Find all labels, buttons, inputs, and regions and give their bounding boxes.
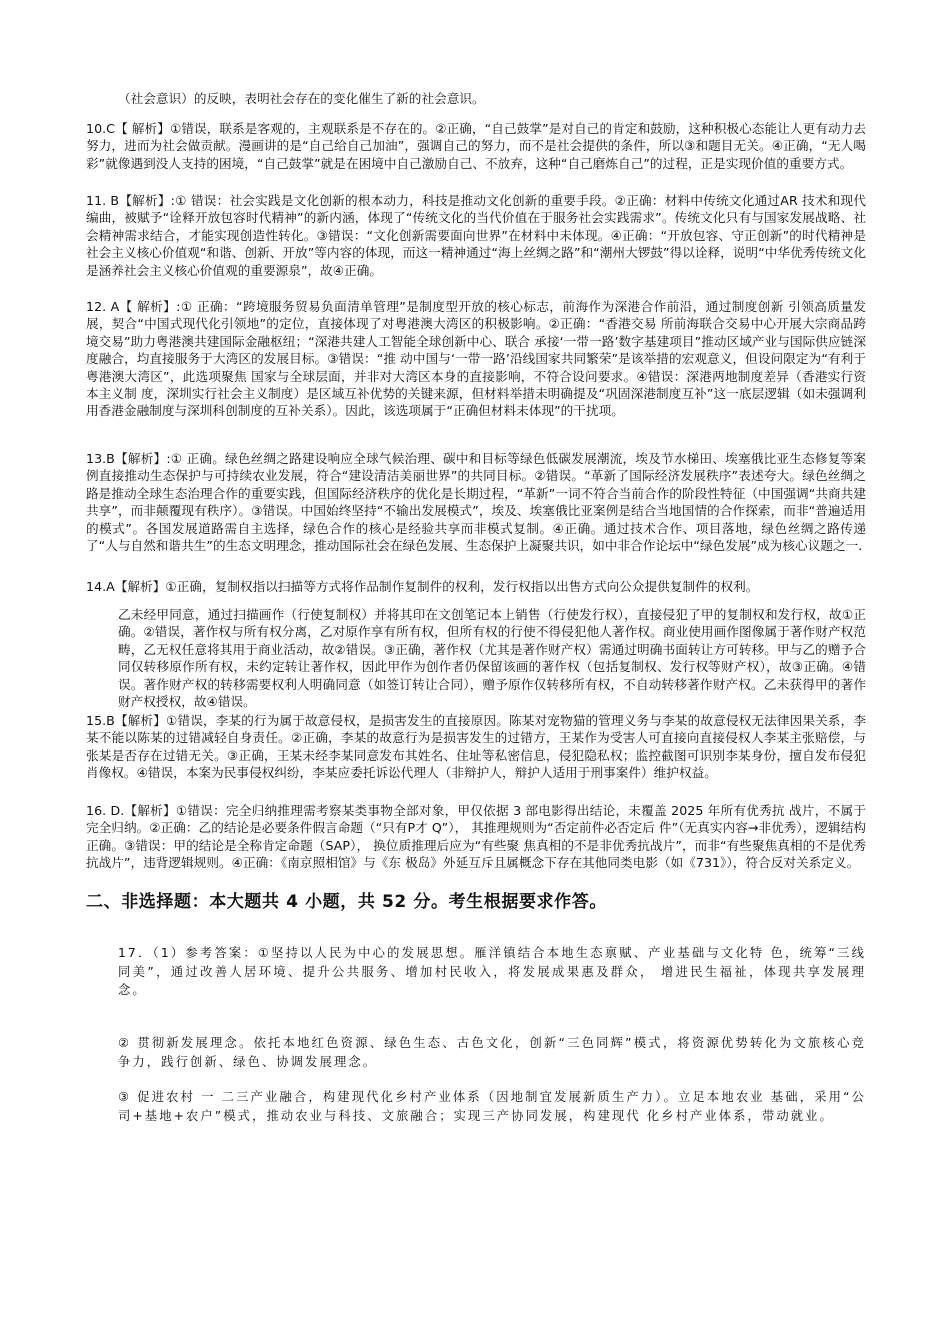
answer-item-10: 10.C【 解析】①错误，联系是客观的，主观联系是不存在的。②正确，“自己鼓掌”是对自己的肯定和鼓励，这种积极心态能让人更有动力去努力，进而为社会做贡献。漫画讲的是“自己给自己加油”，强调自己的努力，而不是社会提供的条件，所以③和题目无关。④正确，“无人喝彩”就像遇到没人支持的困境，“自己鼓掌”就是在困境中自己激励自己、不放弃，这种“自己磨炼自己”的过程，正是实现价值的重要方式。 xyxy=(86,121,866,171)
answer-item-11: 11. B【解析】:① 错误：社会实践是文化创新的根本动力，科技是推动文化创新的重要手段。②正确：材料中传统文化通过AR 技术和现代编曲，被赋予“诠释开放包容时代精神”的新内涵，体现了“传统文化的当代价值在于服务社会实践需求”。传统文化只有与国家发展战略、社会精神需求结合，才能实现创造性转化。③错误：“文化创新需要面向世界”在材料中未体现。④正确：“开放包容、守正创新”的时代精神是社会主义核心价值观“和谐、创新、开放”等内容的体现，而这一精神通过“海上丝绸之路”和“潮州大锣鼓”得以诠释，说明“中华优秀传统文化是涵养社会主义核心价值观的重要源泉”，故④正确。 xyxy=(86,193,866,278)
section-heading: 二、非选择题：本大题共 4 小题，共 52 分。考生根据要求作答。 xyxy=(86,892,607,912)
answer-item-14-body: 乙未经甲同意，通过扫描画作（行使复制权）并将其印在文创笔记本上销售（行使发行权），直接侵犯了甲的复制权和发行权，故①正确。②错误，著作权与所有权分离，乙对原作享有所有权，但所有权的行使不得侵犯他人著作权。商业使用画作图像属于著作财产权范畴，乙无权任意将其用于商业活动，故②错误。③正确，著作权（尤其是著作财产权）需通过明确书面转让方可转移。甲与乙的赠予合同仅转移原作所有权，未约定转让著作权，因此甲作为创作者仍保留该画的著作权（包括复制权、发行权等财产权），故③正确。④错误。著作财产权的转移需要权利人明确同意（如签订转让合同），赠予原作仅转移所有权，不自动转移著作财产权。乙未获得甲的著作财产权授权，故④错误。 xyxy=(118,607,866,710)
q17-point-1: 17．（1）参考答案：①坚持以人民为中心的发展思想。雁洋镇结合本地生态禀赋、产业基础与文化特 色，统筹“三线同美”，通过改善人居环境、提升公共服务、增加村民收入，将发展成果惠及群众， 增进民生福祉，体现共享发展理念。 xyxy=(118,946,866,998)
answer-item-16: 16. D.【解析】①错误：完全归纳推理需考察某类事物全部对象，甲仅依据 3 部电影得出结论，未覆盖 2025 年所有优秀抗 战片，不属于完全归纳。②正确：乙的结论是必要条件假言命题（“只有P才 Q”）， 其推理规则为“否定前件必否定后 件”（无真实内容→非优秀），逻辑结构正确。③错误：甲的结论是全称肯定命题（SAP）， 换位质推理后应为“有些聚 焦真相的不是非优秀抗战片”，而非“有些聚焦真相的不是优秀抗战片”，违背逻辑规则。④正确：《南京照相馆》与《东 极岛》外延互斥且属概念下存在其他同类电影（如《731》），符合反对关系定义。 xyxy=(86,803,866,871)
answer-item-12: 12. A【 解析】:① 正确：“跨境服务贸易负面清单管理”是制度型开放的核心标志，前海作为深港合作前沿，通过制度创新 引领高质量发展，契合“中国式现代化引领地”的定位，直接体现了对粤港澳大湾区的积极影响。②正确：“香港交易 所前海联合交易中心开展大宗商品跨境交易”助力粤港澳共建国际金融枢纽；“深港共建人工智能全球创新中心、联合 承接‘一带一路’数字基建项目”推动区域产业与国际供应链深度融合，均直接服务于大湾区的发展目标。③错误：“推 动中国与‘一带一路’沿线国家共同繁荣”是该举措的宏观意义，但设问限定为“有利于粤港澳大湾区”，此选项聚焦 国家与全球层面，并非对大湾区本身的直接影响，不符合设问要求。④错误：深港两地制度差异（香港实行资本主义制 度，深圳实行社会主义制度）是区域互补优势的关键来源，但材料举措未明确提及“巩固深港制度互补”这一底层逻辑（如未强调利用香港金融制度与深圳科创制度的互补关系）。因此，该选项属于“正确但材料未体现”的干扰项。 xyxy=(86,299,866,419)
answer-item-14-head: 14.A【解析】①正确，复制权指以扫描等方式将作品制作复制件的权利，发行权指以出售方式向公众提供复制件的权利。 xyxy=(86,579,759,594)
answer-item-13: 13.B【解析】:① 正确。绿色丝绸之路建设响应全球气候治理、碳中和目标等绿色低碳发展潮流，埃及节水梯田、埃塞俄比亚生态修复等案例直接推动生态保护与可持续农业发展，符合“建设清洁美丽世界”的共同目标。②错误。“革新了国际经济发展秩序”表述夸大。绿色丝绸之路是推动全球生态治理合作的重要实践，但国际经济秩序的优化是长期过程，“革新”一词不符合当前合作的阶段性特征（中国强调“共商共建共享”，而非颠覆现有秩序）。③错误。中国始终坚持“不输出发展模式”，埃及、埃塞俄比亚案例是结合当地国情的合作探索，而非“普遍适用的模式”。各国发展道路需自主选择，绿色合作的核心是经验共享而非模式复制。④正确。通过技术合作、项目落地，绿色丝绸之路传递了“人与自然和谐共生”的生态文明理念，推动国际社会在绿色发展、生态保护上凝聚共识，如中非合作论坛中“绿色发展”成为核心议题之一. xyxy=(86,451,866,554)
q17-point-2: ② 贯彻新发展理念。依托本地红色资源、绿色生态、古色文化，创新“三色同辉”模式，将资源优势转化为文旅核心竞争力，践行创新、绿色、协调发展理念。 xyxy=(118,1036,866,1069)
q17-point-3: ③ 促进农村 一 二三产业融合，构建现代化乡村产业体系（因地制宜发展新质生产力）。立足本地农业 基础，采用“公司+基地+农户”模式，推动农业与科技、文旅融合；实现三产协同发展，构建现代 化乡村产业体系，带动就业。 xyxy=(118,1090,866,1123)
continuation-text: （社会意识）的反映，表明社会存在的变化催生了新的社会意识。 xyxy=(118,91,485,106)
answer-item-15: 15.B【解析】①错误，李某的行为属于故意侵权，是损害发生的直接原因。陈某对宠物猫的管理义务与李某的故意侵权无法律因果关系，李某不能以陈某的过错减轻自身责任。②正确，李某的故意行为是损害发生的过错方，王某作为受害人可直接向直接侵权人李某主张赔偿，与张某是否存在过错无关。③正确，王某未经李某同意发布其姓名、住址等私密信息，侵犯隐私权；监控截图可识别李某身份，擅自发布侵犯肖像权。④错误，本案为民事侵权纠纷，李某应委托诉讼代理人（非辩护人，辩护人适用于刑事案件）维护权益。 xyxy=(86,713,866,781)
